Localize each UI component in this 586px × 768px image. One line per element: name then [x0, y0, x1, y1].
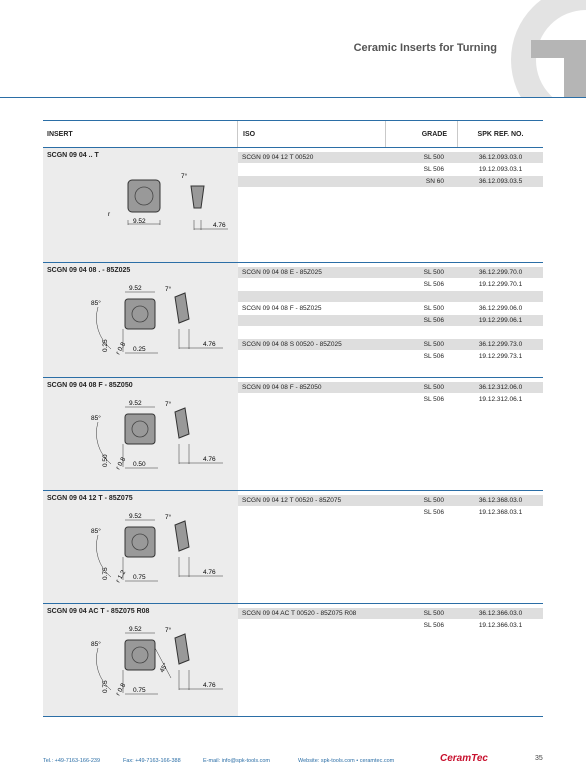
insert-name: SCGN 09 04 08 F - 85Z050 [47, 382, 133, 389]
dim-chamfer: 0.25 [102, 339, 109, 352]
table-row [238, 507, 543, 519]
insert-cell [43, 378, 238, 490]
insert-rows [238, 378, 543, 490]
ref-cell: 19.12.312.06.1 [458, 394, 543, 406]
dim-radius: r [108, 211, 111, 218]
iso-cell [238, 394, 386, 406]
insert-drawing-wrap [63, 392, 238, 492]
insert-drawing-wrap [63, 277, 238, 377]
insert-name: SCGN 09 04 08 . - 85Z025 [47, 267, 131, 274]
iso-cell: SCGN 09 04 08 F - 85Z050 [238, 382, 386, 394]
insert-group [43, 604, 543, 717]
insert-drawing [63, 618, 238, 713]
insert-top-view [125, 640, 155, 670]
table-row [238, 382, 543, 394]
dim-chamfer-angle: 85° [91, 415, 101, 422]
ref-cell: 36.12.299.70.0 [458, 267, 543, 279]
ref-cell: 36.12.299.73.0 [458, 339, 543, 351]
insert-rows [238, 148, 543, 262]
dim-thickness: 4.76 [203, 456, 216, 463]
iso-cell [238, 315, 386, 327]
table-row [238, 394, 543, 406]
iso-cell [238, 327, 386, 339]
insert-drawing [63, 505, 238, 600]
insert-side-view [191, 186, 204, 208]
insert-group [43, 378, 543, 491]
dim-thickness: 4.76 [203, 569, 216, 576]
insert-name: SCGN 09 04 .. T [47, 152, 99, 159]
footer-website[interactable]: Website: spk-tools.com • ceramtec.com [298, 758, 395, 764]
iso-cell [238, 507, 386, 519]
table-row [238, 291, 543, 303]
grade-cell: SL 500 [386, 152, 458, 164]
dim-chamfer: 0.75 [102, 680, 109, 693]
table-row [238, 327, 543, 339]
insert-rows [238, 604, 543, 716]
insert-name: SCGN 09 04 12 T - 85Z075 [47, 495, 133, 502]
grade-cell: SL 506 [386, 279, 458, 291]
ref-cell: 19.12.093.03.1 [458, 164, 543, 176]
dim-angle: 7° [181, 173, 188, 180]
insert-drawing-wrap [63, 162, 238, 262]
insert-drawing [63, 277, 238, 372]
header-ref: SPK REF. NO. [477, 130, 524, 138]
grade-cell: SL 500 [386, 339, 458, 351]
ref-cell: 36.12.366.03.0 [458, 608, 543, 620]
header-grade: GRADE [386, 121, 458, 147]
grade-cell: SL 506 [386, 620, 458, 632]
table-row [238, 279, 543, 291]
inserts-table [43, 120, 543, 717]
dim-width: 9.52 [133, 218, 146, 225]
insert-drawing-wrap [63, 505, 238, 605]
insert-group [43, 148, 543, 263]
dim-chamfer-angle: 85° [91, 528, 101, 535]
ref-cell [458, 291, 543, 303]
insert-top-view [128, 180, 160, 212]
grade-cell: SL 506 [386, 164, 458, 176]
footer-email[interactable]: E-mail: info@spk-tools.com [203, 758, 271, 764]
table-row [238, 164, 543, 176]
grade-cell: SL 506 [386, 351, 458, 363]
table-row [238, 303, 543, 315]
insert-side-view [175, 408, 189, 438]
table-row [238, 608, 543, 620]
iso-cell [238, 351, 386, 363]
dim-angle: 7° [165, 401, 172, 408]
title-rule [0, 97, 586, 98]
dim-thickness: 4.76 [203, 341, 216, 348]
grade-cell: SL 506 [386, 315, 458, 327]
page-number: 35 [535, 755, 543, 762]
table-header [43, 120, 543, 148]
iso-cell: SCGN 09 04 12 T 00520 [238, 152, 386, 164]
grade-cell: SN 60 [386, 176, 458, 188]
iso-cell: SCGN 09 04 08 S 00520 - 85Z025 [238, 339, 386, 351]
insert-name: SCGN 09 04 AC T - 85Z075 R08 [47, 608, 150, 615]
table-row [238, 267, 543, 279]
dim-r-label: r 0.8 [114, 456, 128, 471]
iso-cell: SCGN 09 04 08 E - 85Z025 [238, 267, 386, 279]
iso-cell [238, 620, 386, 632]
ref-cell: 36.12.093.03.0 [458, 152, 543, 164]
iso-cell [238, 291, 386, 303]
insert-side-view [175, 521, 189, 551]
insert-side-view [175, 293, 189, 323]
insert-top-view [125, 299, 155, 329]
ref-cell: 36.12.093.03.5 [458, 176, 543, 188]
dim-chamfer-width: 0.50 [133, 461, 146, 468]
iso-cell: SCGN 09 04 08 F - 85Z025 [238, 303, 386, 315]
ref-cell: 36.12.299.06.0 [458, 303, 543, 315]
table-body [43, 148, 543, 717]
ref-cell [458, 327, 543, 339]
dim-angle: 7° [165, 286, 172, 293]
insert-top-view [125, 414, 155, 444]
iso-cell [238, 176, 386, 188]
insert-drawing-wrap [63, 618, 238, 718]
header-iso: ISO [238, 121, 386, 147]
insert-side-view [175, 634, 189, 664]
dim-width: 9.52 [129, 285, 142, 292]
ref-cell: 19.12.299.70.1 [458, 279, 543, 291]
dim-chamfer: 0.75 [102, 567, 109, 580]
table-row [238, 315, 543, 327]
insert-top-view [125, 527, 155, 557]
dim-chamfer-angle: 85° [91, 300, 101, 307]
grade-cell: SL 500 [386, 267, 458, 279]
footer-fax: Fax: +49-7163-166-388 [123, 758, 181, 764]
dim-r-label: r 0.8 [114, 682, 128, 697]
grade-cell: SL 506 [386, 507, 458, 519]
grade-cell: SL 506 [386, 394, 458, 406]
table-row [238, 620, 543, 632]
grade-cell: SL 500 [386, 382, 458, 394]
table-row [238, 339, 543, 351]
dim-width: 9.52 [129, 400, 142, 407]
grade-cell [386, 291, 458, 303]
iso-cell [238, 164, 386, 176]
grade-cell [386, 327, 458, 339]
dim-angle: 7° [165, 627, 172, 634]
dim-chamfer-width: 0.75 [133, 687, 146, 694]
insert-rows [238, 263, 543, 377]
grade-cell: SL 500 [386, 608, 458, 620]
insert-cell [43, 604, 238, 716]
insert-cell [43, 263, 238, 377]
table-row [238, 176, 543, 188]
insert-drawing [63, 162, 238, 257]
ref-cell: 19.12.366.03.1 [458, 620, 543, 632]
dim-r-label: r 1.2 [114, 569, 128, 584]
insert-cell [43, 491, 238, 603]
table-row [238, 495, 543, 507]
ceramtec-logo: CeramTec [440, 753, 488, 764]
dim-r-label: r 0.8 [114, 341, 128, 356]
insert-group [43, 491, 543, 604]
grade-cell: SL 500 [386, 303, 458, 315]
dim-chamfer-width: 0.25 [133, 346, 146, 353]
grade-cell: SL 500 [386, 495, 458, 507]
iso-cell: SCGN 09 04 AC T 00520 - 85Z075 R08 [238, 608, 386, 620]
header-insert: INSERT [43, 121, 238, 147]
dim-thickness: 4.76 [213, 222, 226, 229]
footer-tel: Tel.: +49-7163-166-239 [43, 758, 101, 764]
dim-width: 9.52 [129, 626, 142, 633]
insert-rows [238, 491, 543, 603]
iso-cell: SCGN 09 04 12 T 00520 - 85Z075 [238, 495, 386, 507]
dim-thickness: 4.76 [203, 682, 216, 689]
dim-chamfer-width: 0.75 [133, 574, 146, 581]
dim-width: 9.52 [129, 513, 142, 520]
table-row [238, 152, 543, 164]
insert-drawing [63, 392, 238, 487]
iso-cell [238, 279, 386, 291]
ref-cell: 19.12.368.03.1 [458, 507, 543, 519]
dim-chamfer: 0.50 [102, 454, 109, 467]
ref-cell: 36.12.312.06.0 [458, 382, 543, 394]
dim-angle: 7° [165, 514, 172, 521]
insert-group [43, 263, 543, 378]
ref-cell: 19.12.299.06.1 [458, 315, 543, 327]
dim-extra-angle: 45° [158, 661, 170, 674]
dim-chamfer-angle: 85° [91, 641, 101, 648]
table-row [238, 351, 543, 363]
page-title: Ceramic Inserts for Turning [353, 42, 497, 54]
ref-cell: 19.12.299.73.1 [458, 351, 543, 363]
insert-cell [43, 148, 238, 262]
ref-cell: 36.12.368.03.0 [458, 495, 543, 507]
